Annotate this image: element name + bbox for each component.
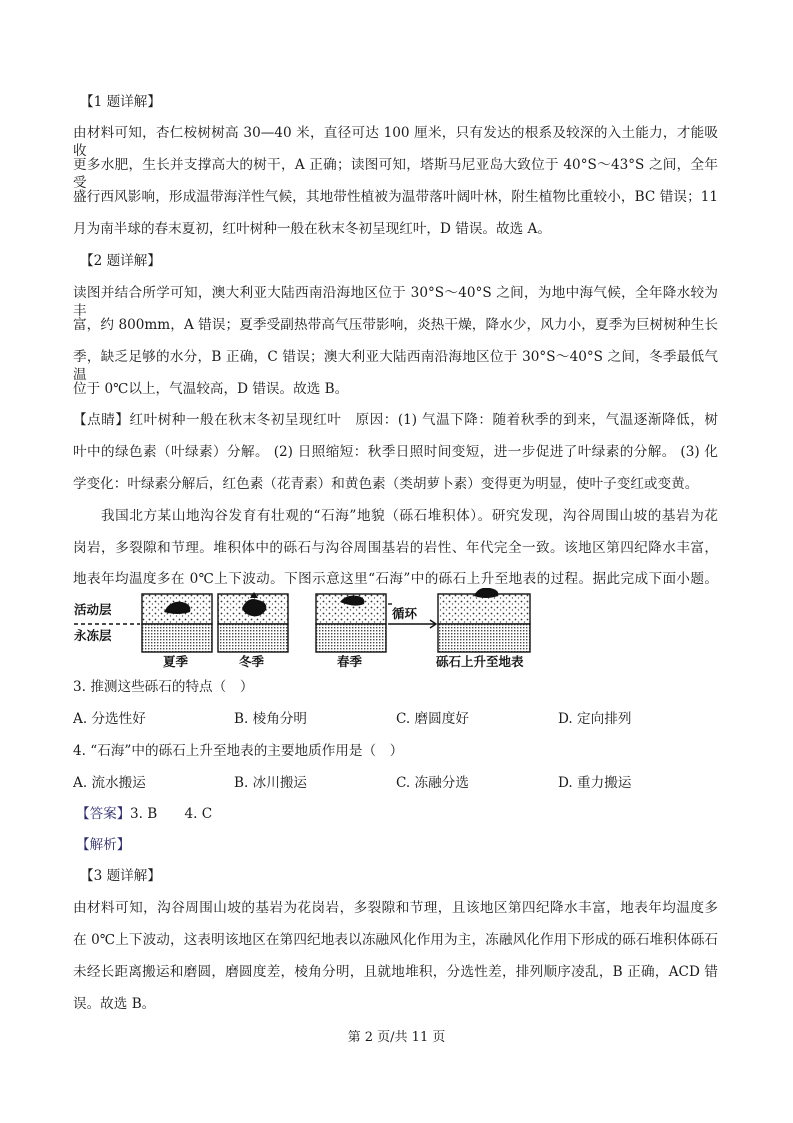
q2-detail-header: 【2 题详解】	[80, 253, 161, 269]
page-footer: 第 2 页/共 11 页	[347, 1030, 446, 1045]
q1-detail-header: 【1 题详解】	[80, 94, 161, 110]
q3-option-d[interactable]: D. 定向排列	[558, 711, 632, 727]
q2-detail-line: 读图并结合所学可知，澳大利亚大陆西南沿海地区位于 30°S～40°S 之间，为地中海气候，全年降水较为丰	[73, 285, 718, 319]
panel-summer	[142, 594, 212, 652]
q4-option-c[interactable]: C. 冻融分选	[396, 775, 469, 791]
q2-detail-line: 位于 0℃以上，气温较高，D 错误。故选 B。	[73, 381, 349, 397]
q3-detail-line: 在 0℃上下波动，这表明该地区在第四纪地表以冻融风化作用为主，冻融风化作用下形成的砾石堆积体砾石	[73, 932, 718, 948]
q1-detail-line: 更多水肥，生长并支撑高大的树干，A 正确；读图可知，塔斯马尼亚岛大致位于 40°S～43°S 之间，全年受	[73, 157, 718, 191]
q1-detail-line: 盛行西风影响，形成温带海洋性气候，其地带性植被为温带落叶阔叶林，附生植物比重较小，BC 错误；11	[73, 189, 718, 205]
q4-option-d[interactable]: D. 重力搬运	[558, 775, 632, 791]
analysis-label: 【解析】	[76, 837, 131, 853]
panel-spring	[316, 594, 386, 652]
q3-detail-line: 未经长距离搬运和磨圆，磨圆度差，棱角分明，且就地堆积，分选性差，排列顺序凌乱，B 正确，ACD 错	[73, 964, 718, 980]
q3-detail-header: 【3 题详解】	[80, 868, 161, 884]
tip-line: 叶中的绿色素（叶绿素）分解。 (2) 日照缩短：秋季日照时间变短，进一步促进了叶绿素的分解。 (3) 化	[73, 444, 718, 460]
label-spring: 春季	[337, 654, 363, 668]
q2-detail-line: 富，约 800mm，A 错误；夏季受副热带高气压带影响，炎热干燥，降水少，风力小，夏季为巨树树种生长	[73, 317, 718, 333]
stone-sea-figure	[70, 588, 560, 668]
label-winter: 冬季	[239, 654, 265, 668]
q3-detail-line: 由材料可知，沟谷周围山坡的基岩为花岗岩，多裂隙和节理，且该地区第四纪降水丰富，地表年均温度多	[73, 900, 718, 916]
panel-rise	[438, 588, 530, 652]
answer-value: 3. B 4. C	[130, 806, 213, 822]
q3-detail-line: 误。故选 B。	[73, 996, 156, 1012]
label-frozen-layer: 永冻层	[74, 628, 112, 643]
q4-option-b[interactable]: B. 冰川搬运	[234, 775, 308, 791]
tip-line: 【点睛】红叶树种一般在秋末冬初呈现红叶 原因：(1) 气温下降：随着秋季的到来，气温逐渐降低，树	[73, 412, 718, 428]
tip-line: 学变化：叶绿素分解后，红色素（花青素）和黄色素（类胡萝卜素）变得更为明显，使叶子变红或变黄。	[73, 476, 699, 492]
label-summer: 夏季	[163, 654, 189, 668]
q4-stem: 4. “石海”中的砾石上升至地表的主要地质作用是（ ）	[73, 743, 404, 759]
label-rise: 砾石上升至地表	[436, 654, 524, 668]
q1-detail-line: 月为南半球的春末夏初，红叶树种一般在秋末冬初呈现红叶，D 错误。故选 A。	[73, 221, 551, 237]
q3-option-c[interactable]: C. 磨圆度好	[396, 711, 469, 727]
q3-option-b[interactable]: B. 棱角分明	[234, 711, 308, 727]
material-line: 地表年均温度多在 0℃上下波动。下图示意这里“石海”中的砾石上升至地表的过程。据此完成下面小题。	[73, 571, 718, 587]
q3-option-a[interactable]: A. 分选性好	[73, 711, 146, 727]
label-cycle: 循环	[392, 606, 418, 621]
panel-winter	[218, 592, 288, 652]
material-line: 岗岩，多裂隙和节理。堆积体中的砾石与沟谷周围基岩的岩性、年代完全一致。该地区第四纪降水丰富，	[73, 540, 718, 556]
q1-detail-line: 由材料可知，杏仁桉树树高 30—40 米，直径可达 100 厘米，只有发达的根系及较深的入土能力，才能吸收	[73, 125, 718, 159]
answer-label: 【答案】	[76, 806, 131, 822]
gravel-shape	[474, 588, 498, 598]
label-active-layer: 活动层	[74, 602, 112, 617]
q2-detail-line: 季，缺乏足够的水分，B 正确，C 错误；澳大利亚大陆西南沿海地区位于 30°S～40°S 之间，冬季最低气温	[73, 349, 718, 383]
q4-option-a[interactable]: A. 流水搬运	[73, 775, 146, 791]
q3-stem: 3. 推测这些砾石的特点（ ）	[73, 679, 254, 695]
material-line: 我国北方某山地沟谷发育有壮观的“石海”地貌（砾石堆积体）。研究发现，沟谷周围山坡的基岩为花	[101, 508, 718, 524]
